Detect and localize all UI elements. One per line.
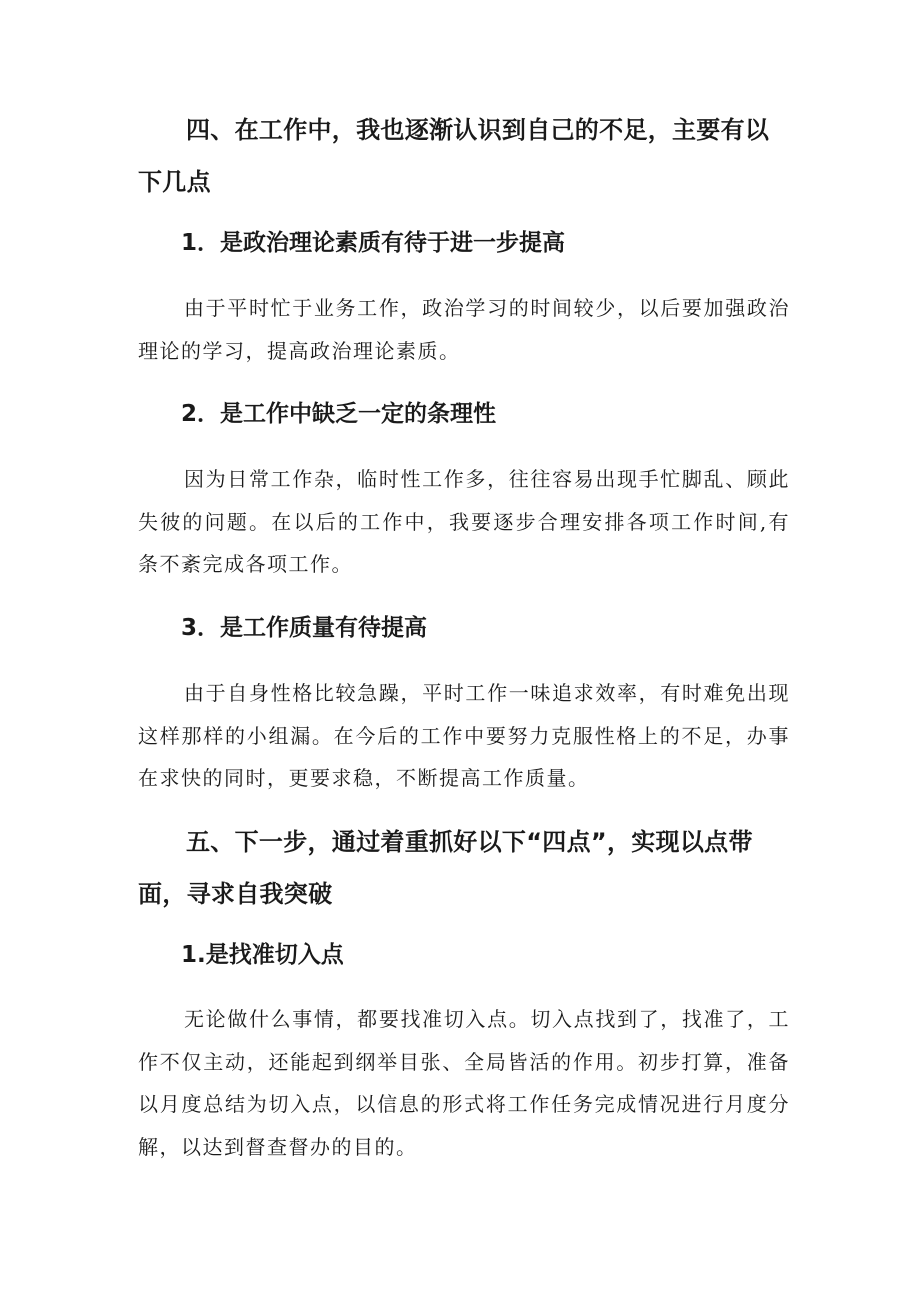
section-5-heading: 五、下一步，通过着重抓好以下“四点”，实现以点带面，寻求自我突破: [138, 828, 753, 908]
section-5-item-1-body: 无论做什么事情，都要找准切入点。切入点找到了，找准了，工作不仅主动，还能起到纲举目张、全局皆活的作用。初步打算，准备以月度总结为切入点，以信息的形式将工作任务完成情况进行月度分解，以达到督查督办的目的。: [138, 1007, 790, 1159]
section-4-item-2-body: 因为日常工作杂，临时性工作多，往往容易出现手忙脚乱、顾此失彼的问题。在以后的工作中，我要逐步合理安排各项工作时间,有条不紊完成各项工作。: [138, 467, 790, 576]
section-4-item-3-body: 由于自身性格比较急躁，平时工作一味追求效率，有时难免出现这样那样的小组漏。在今后的工作中要努力克服性格上的不足，办事在求快的同时，更要求稳，不断提高工作质量。: [138, 681, 790, 790]
section-5-item-1-title: 1.是找准切入点: [181, 942, 344, 968]
section-4-item-2-title: 2．是工作中缺乏一定的条理性: [181, 401, 497, 427]
section-4-item-1-body: 由于平时忙于业务工作，政治学习的时间较少，以后要加强政治理论的学习，提高政治理论素质。: [138, 296, 790, 363]
section-4-item-3-title: 3．是工作质量有待提高: [181, 615, 428, 641]
section-4-item-1-title: 1．是政治理论素质有待于进一步提高: [181, 230, 566, 256]
section-4-heading: 四、在工作中，我也逐渐认识到自己的不足，主要有以下几点: [138, 116, 770, 196]
